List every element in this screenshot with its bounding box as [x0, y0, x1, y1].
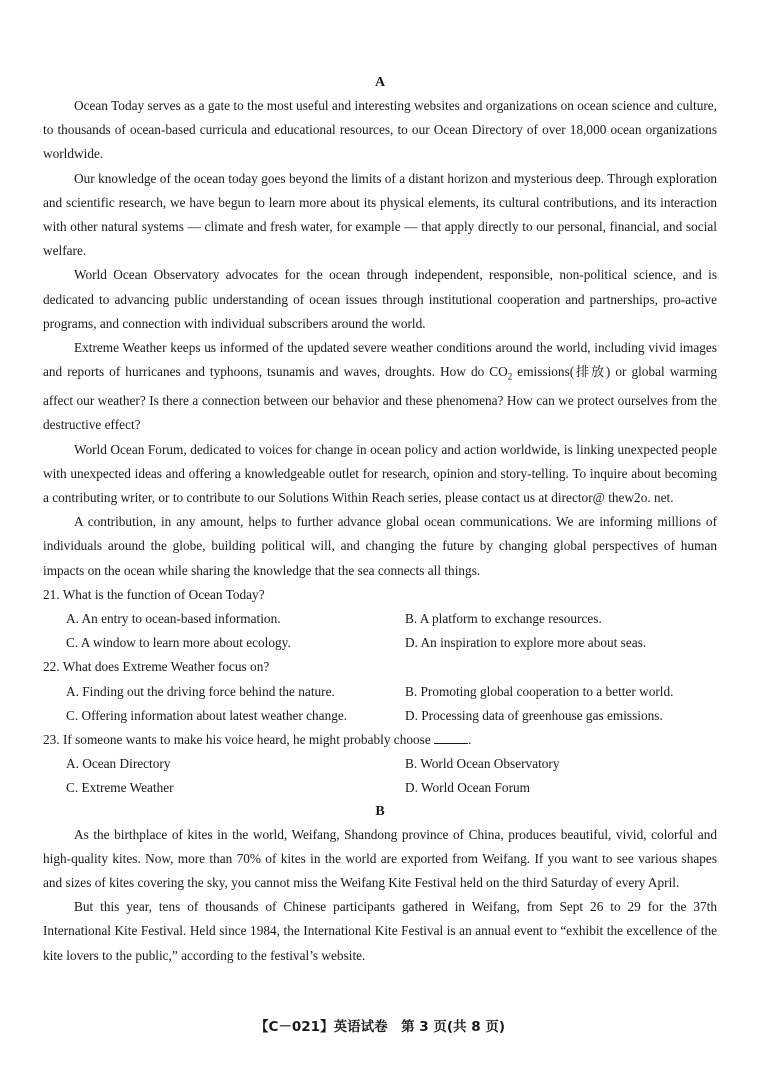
- co2-subscript: 2: [507, 371, 513, 382]
- paragraph-knowledge: Our knowledge of the ocean today goes beyond the limits of a distant horizon and mysterious deep. Through exploration and scientific research, we have begun to learn more about its physical elements, its cultural contributions, and its interaction with other natural systems — climate and fresh water, for example — that apply directly to our personal, financial, and social welfare.: [43, 170, 717, 259]
- option-a: A. Ocean Directory: [66, 756, 171, 772]
- options-grid: [43, 607, 717, 655]
- question-21: [43, 583, 717, 656]
- question-stem: 22. What does Extreme Weather focus on?: [43, 659, 270, 675]
- paragraph-observatory: World Ocean Observatory advocates for the ocean through independent, responsible, non-political science, and is dedicated to advancing public understanding of ocean issues through institutional cooperation and partnerships, pro-active programs, and connection with individual subscribers around the world.: [43, 267, 717, 331]
- paragraph-extreme-weather: [43, 336, 717, 437]
- section-a-heading: A: [374, 75, 386, 90]
- option-b: B. World Ocean Observatory: [405, 756, 560, 772]
- option-c: C. A window to learn more about ecology.: [66, 635, 291, 651]
- option-d: D. An inspiration to explore more about seas.: [405, 635, 647, 651]
- question-22: [43, 655, 717, 728]
- options-grid: [43, 680, 717, 728]
- extreme-weather-text-1: Extreme Weather keeps us informed of the updated severe weather conditions around the world, including vivid images and reports of hurricanes and typhoons, tsunamis and waves, droughts. How do CO: [43, 340, 717, 380]
- extreme-weather-text-2: emissions(排放) or global warming affect our weather? Is there a connection between our behavior and these phenomena? How can we protect ourselves from the destructive effect?: [43, 364, 718, 433]
- question-stem: 23. If someone wants to make his voice heard, he might probably choose: [43, 731, 431, 747]
- question-stem-end: .: [468, 731, 472, 747]
- option-b: B. A platform to exchange resources.: [405, 610, 602, 626]
- question-23: [43, 728, 717, 801]
- question-stem-line: [43, 728, 717, 752]
- answer-blank: [434, 730, 468, 744]
- option-d: D. Processing data of greenhouse gas emissions.: [405, 707, 663, 723]
- option-a: A. Finding out the driving force behind the nature.: [66, 683, 335, 699]
- option-d: D. World Ocean Forum: [405, 780, 530, 796]
- question-stem: 21. What is the function of Ocean Today?: [43, 586, 265, 602]
- option-b: B. Promoting global cooperation to a better world.: [405, 683, 674, 699]
- exam-page: [43, 72, 717, 968]
- options-grid: [43, 752, 717, 800]
- option-c: C. Extreme Weather: [66, 780, 174, 796]
- paragraph-weifang: As the birthplace of kites in the world, Weifang, Shandong province of China, produces beautiful, vivid, colorful and high-quality kites. Now, more than 70% of kites in the world are exported from Weifang. If you want to see various shapes and sizes of kites covering the sky, you cannot miss the Weifang Kite Festival held on the third Saturday of every April.: [43, 826, 717, 890]
- paragraph-ocean-today: Ocean Today serves as a gate to the most useful and interesting websites and organizations on ocean science and culture, to thousands of ocean-based curricula and educational resources, to our Ocean Directory of over 18,000 ocean organizations worldwide.: [43, 98, 717, 162]
- page-footer: 【C－021】英语试卷 第 3 页(共 8 页): [254, 1019, 505, 1035]
- paragraph-forum: World Ocean Forum, dedicated to voices for change in ocean policy and action worldwide, is linking unexpected people with unexpected ideas and offering a knowledgeable outlet for research, opinion and story-telling. To inquire about becoming a contributing writer, or to contribute to our Solutions Within Reach series, please contact us at director@ thew2o. net.: [43, 441, 717, 505]
- paragraph-festival: But this year, tens of thousands of Chinese participants gathered in Weifang, from Sept 26 to 29 for the 37th International Kite Festival. Held since 1984, the International Kite Festival is an annual event to “exhibit the excellence of the kite lovers to the public,” according to the festival’s website.: [43, 899, 717, 963]
- option-a: A. An entry to ocean-based information.: [66, 610, 281, 626]
- paragraph-contribution: A contribution, in any amount, helps to further advance global ocean communications. We are informing millions of individuals around the globe, building political will, and changing the future by changing global perspectives of human impacts on the ocean while sharing the knowledge that the sea connects all things.: [43, 514, 717, 578]
- option-c: C. Offering information about latest weather change.: [66, 707, 348, 723]
- section-b-heading: B: [375, 803, 385, 819]
